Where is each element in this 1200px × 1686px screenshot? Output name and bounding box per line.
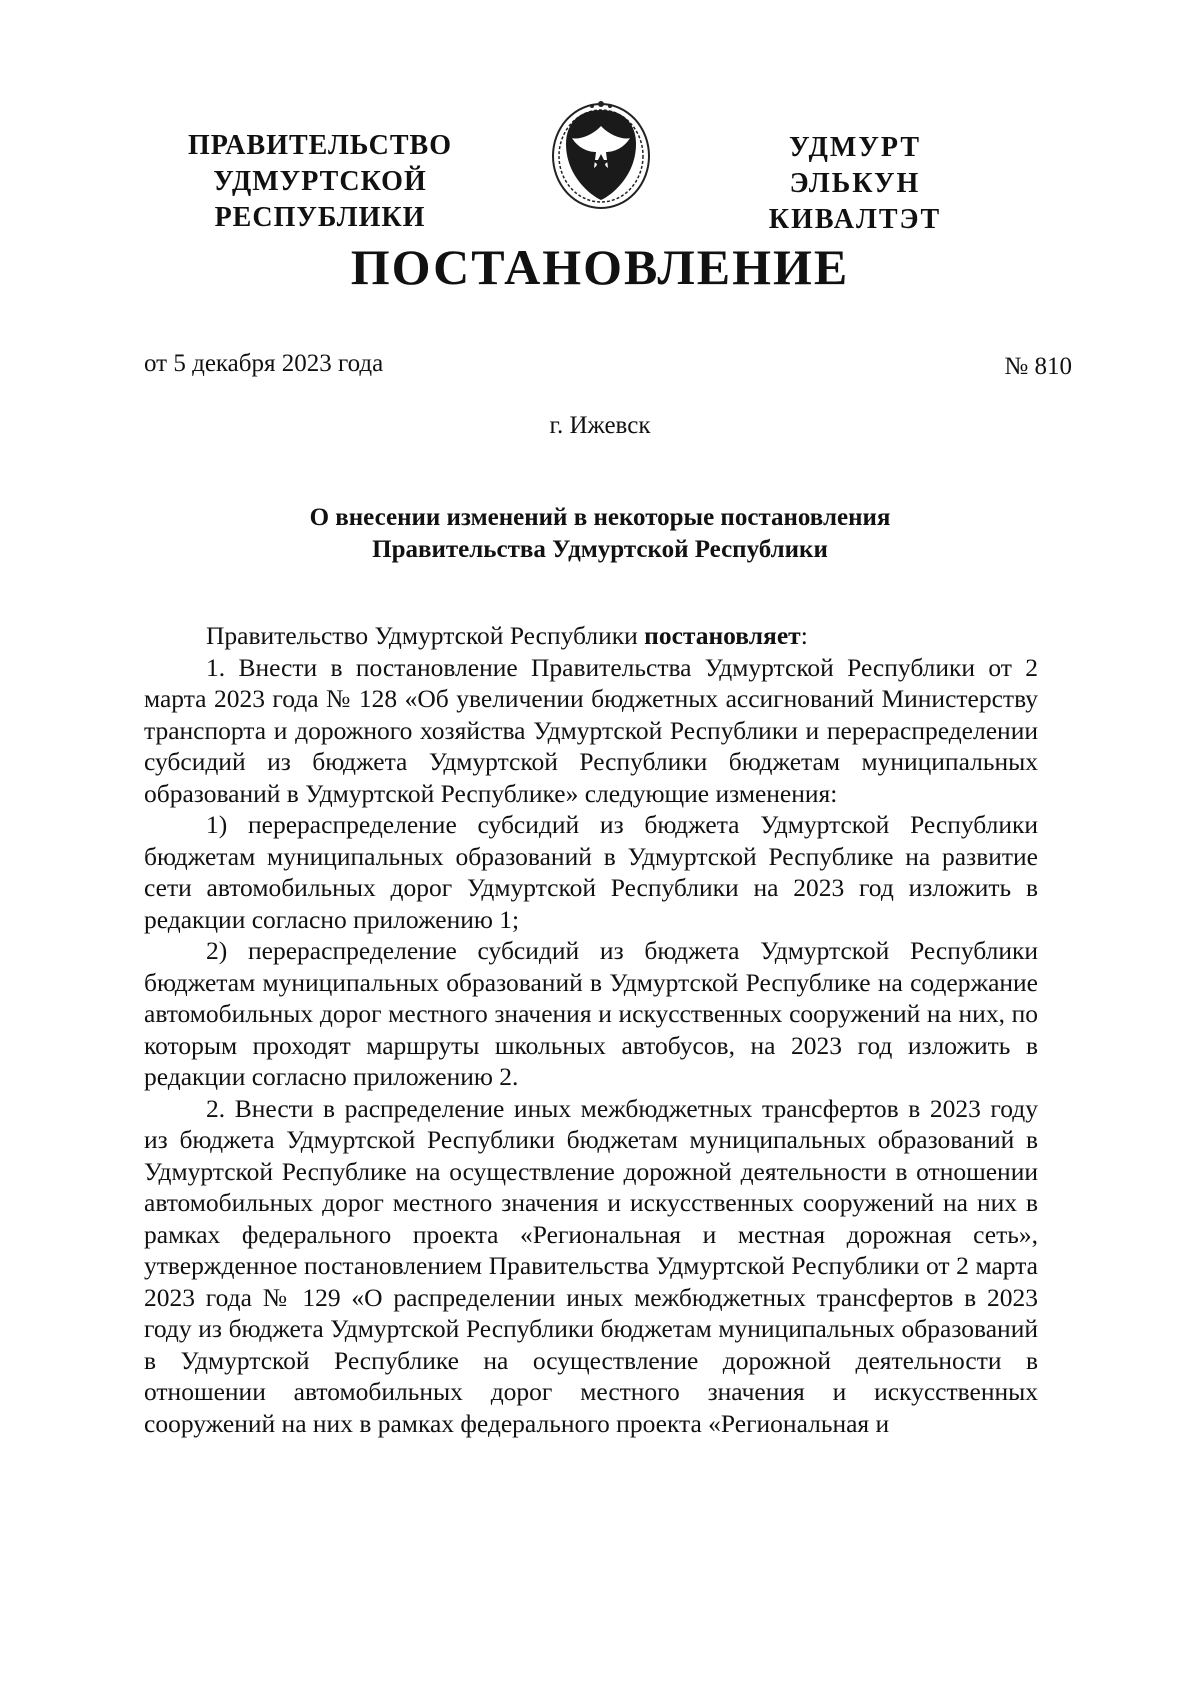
document-date: от 5 декабря 2023 года bbox=[144, 350, 384, 377]
government-name-russian bbox=[120, 128, 520, 236]
government-name-line1: ПРАВИТЕЛЬСТВО bbox=[188, 130, 452, 161]
government-name-line2: УДМУРТСКОЙ РЕСПУБЛИКИ bbox=[213, 166, 427, 233]
government-name-udmurt bbox=[720, 130, 990, 238]
document-number: № 810 bbox=[1004, 353, 1072, 380]
government-name-udmurt-line1: УДМУРТ ЭЛЬКУН bbox=[788, 132, 922, 199]
clause-1: 1. Внести в постановление Правительства Удмуртской Республики от 2 марта 2023 года № 128 «Об увеличении бюджетных ассигнований Министерству транспорта и дорожного хозяйства Удмуртской Республики и перераспределении субсидий из бюджета Удмуртской Республики бюджетам муниципальных образований в Удмуртской Республике» следующие изменения: bbox=[144, 652, 1038, 808]
document-title-line2: Правительства Удмуртской Республики bbox=[372, 536, 828, 563]
document-title-line1: О внесении изменений в некоторые постановления bbox=[309, 504, 891, 531]
document-type: ПОСТАНОВЛЕНИЕ bbox=[350, 239, 850, 295]
intro-colon: : bbox=[800, 621, 808, 650]
clause-1-item-2: 2) перераспределение субсидий из бюджета Удмуртской Республики бюджетам муниципальных образований в Удмуртской Республике на содержание автомобильных дорог местного значения и искусственных сооружений на них, по которым проходят маршруты школьных автобусов, на 2023 год изложить в редакции согласно приложению 2. bbox=[144, 936, 1038, 1091]
clause-2: 2. Внести в распределение иных межбюджетных трансфертов в 2023 году из бюджета Удмуртской Республики бюджетам муниципальных образований в Удмуртской Республике на осуществление дорожной деятельности в отношении автомобильных дорог местного значения и искусственных сооружений на них в рамках федерального проекта «Региональная и местная дорожная сеть», утвержденное постановлением Правительства Удмуртской Республики от 2 марта 2023 года № 129 «О распределении иных межбюджетных трансфертов в 2023 году из бюджета Удмуртской Республики бюджетам муниципальных образований в Удмуртской Республике на осуществление дорожной деятельности в отношении автомобильных дорог местного значения и искусственных сооружений на них в рамках федерального проекта «Региональная и bbox=[144, 1093, 1038, 1438]
document-title bbox=[200, 502, 1000, 566]
resolution-intro bbox=[144, 620, 1038, 652]
intro-bold-verb: постановляет bbox=[644, 621, 801, 650]
coat-of-arms-icon bbox=[548, 96, 654, 210]
document-body bbox=[144, 620, 1038, 1439]
clause-1-item-1: 1) перераспределение субсидий из бюджета Удмуртской Республики бюджетам муниципальных образований в Удмуртской Республике на развитие сети автомобильных дорог Удмуртской Республики на 2023 год изложить в редакции согласно приложению 1; bbox=[144, 810, 1038, 934]
document-city: г. Ижевск bbox=[549, 412, 651, 439]
government-name-udmurt-line2: КИВАЛТЭТ bbox=[768, 204, 942, 235]
intro-text: Правительство Удмуртской Республики bbox=[206, 621, 645, 650]
